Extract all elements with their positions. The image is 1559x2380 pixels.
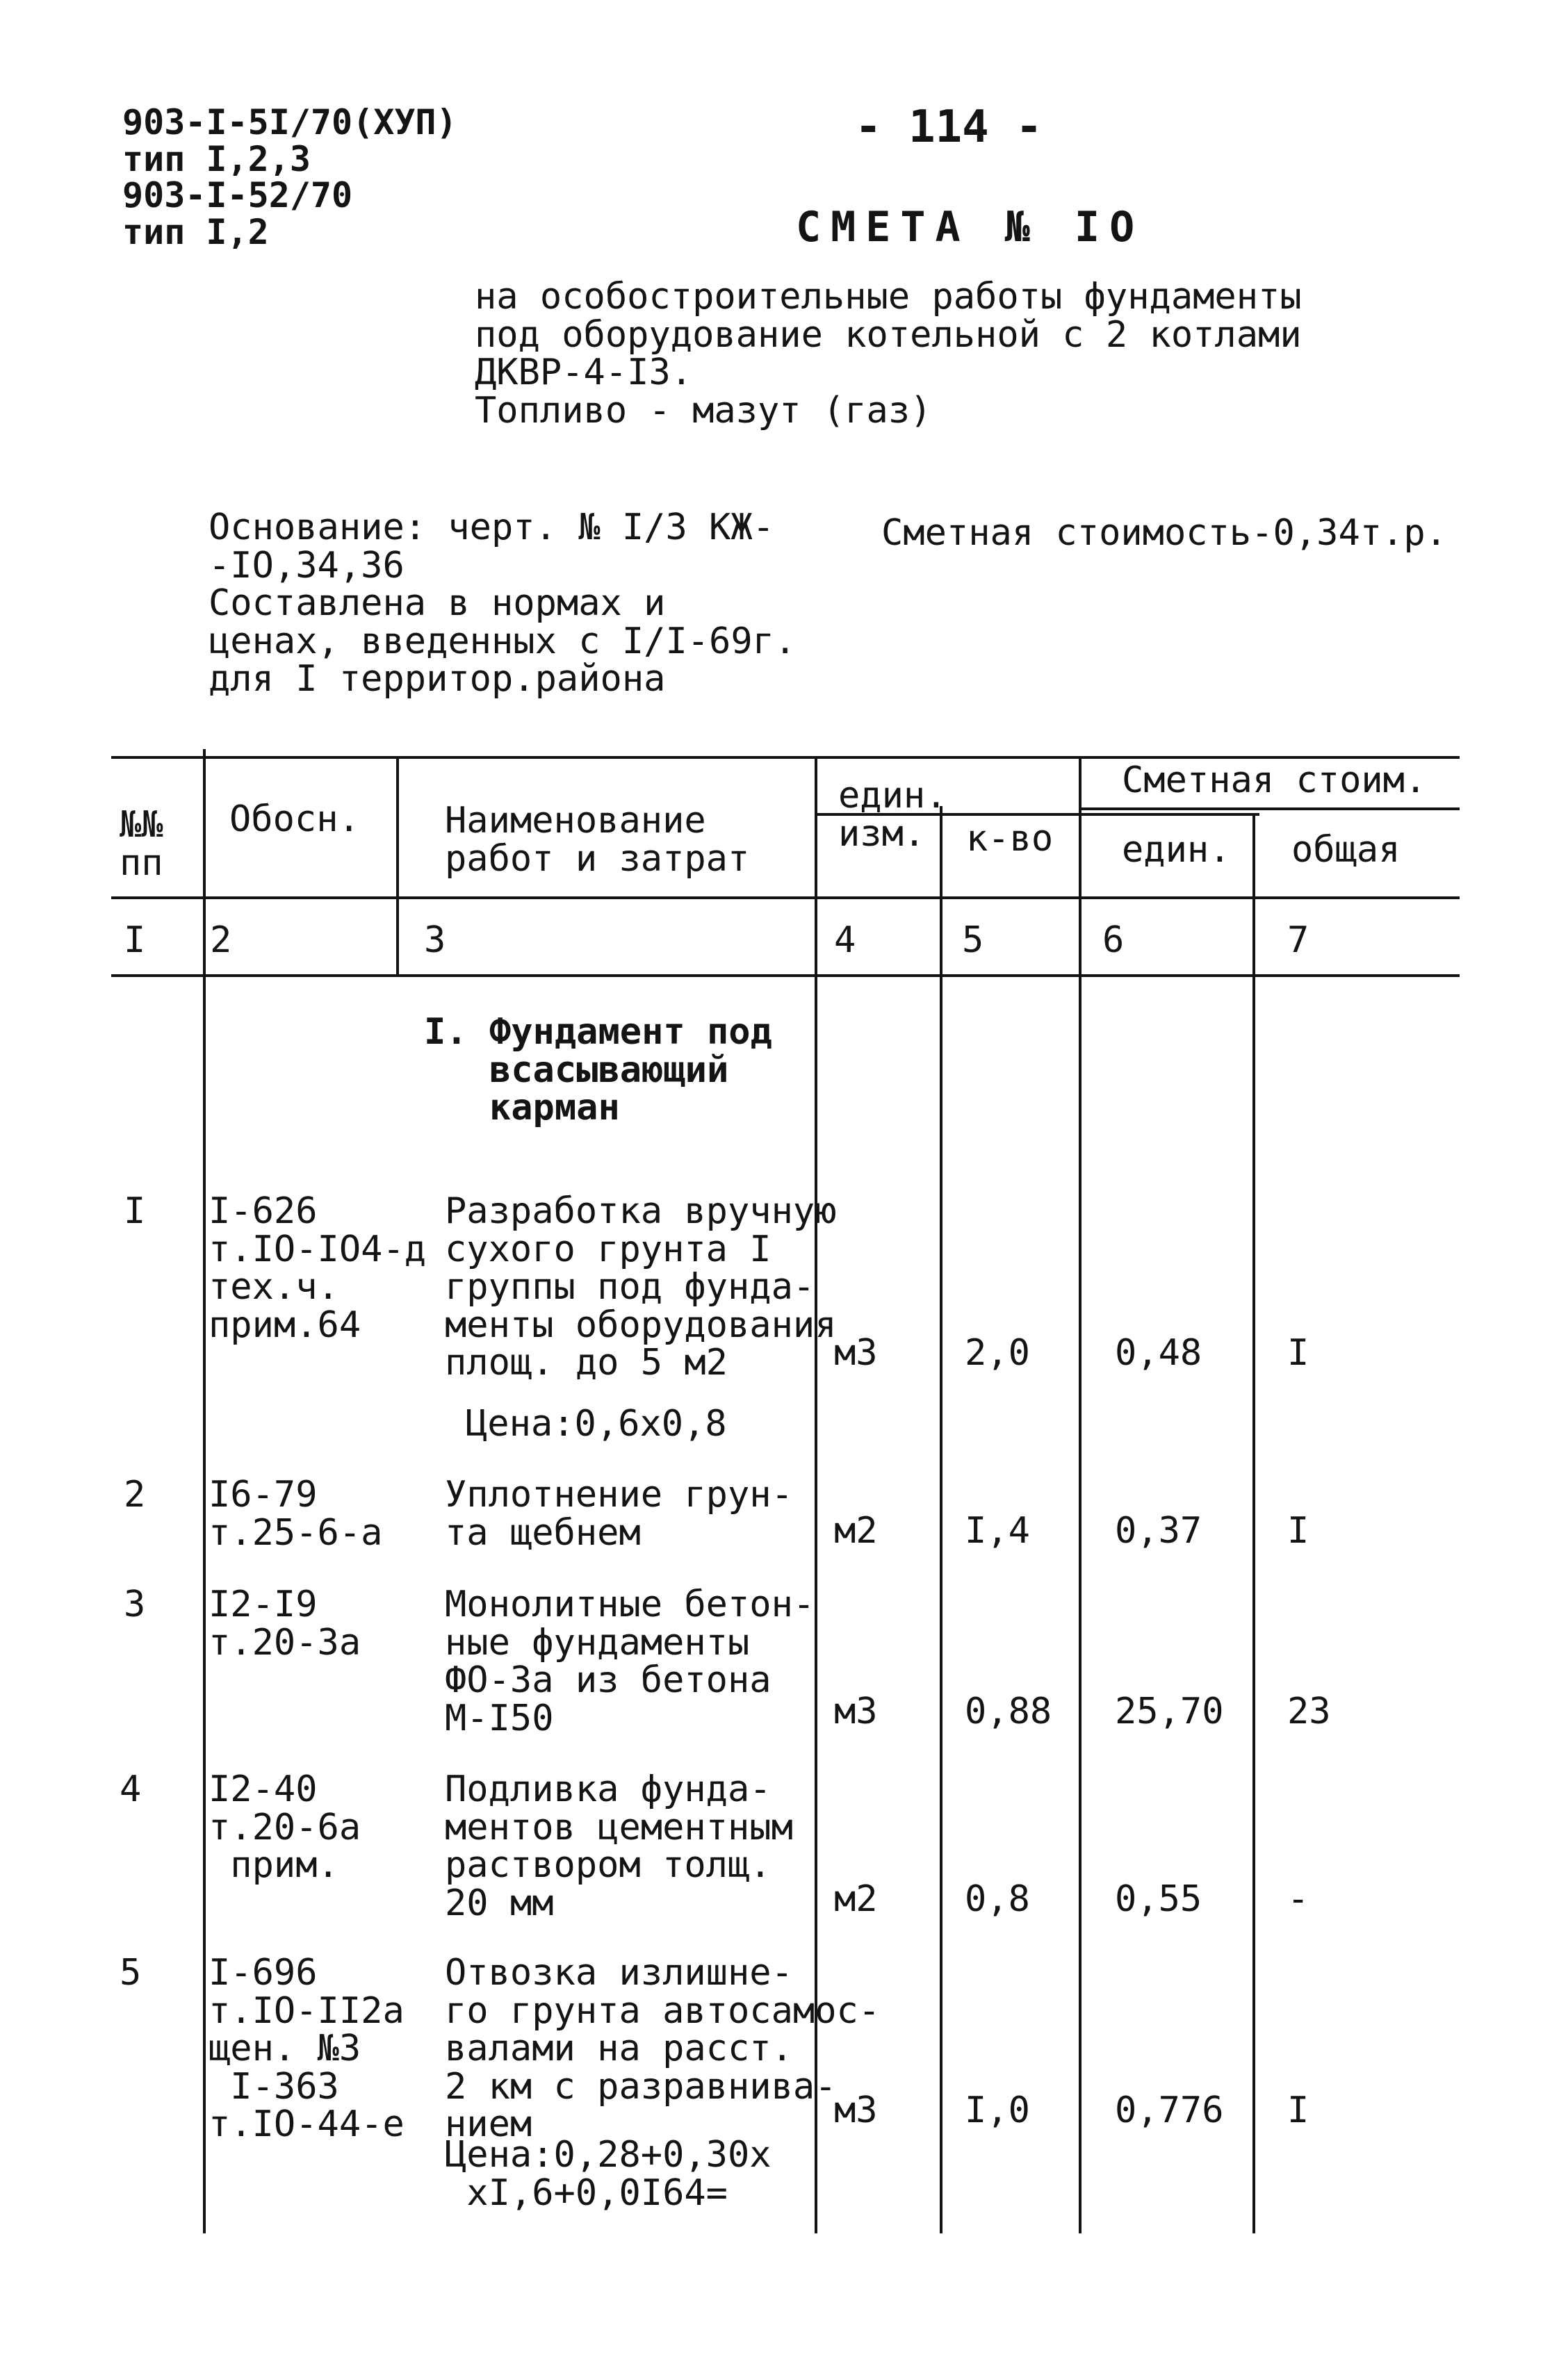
row-3-cost-total: 23 xyxy=(1287,1691,1331,1732)
row-3-name: Монолитные бетон- ные фундаменты ФО-3а из бетона М-I50 xyxy=(445,1584,815,1739)
row-1-note: Цена:0,6х0,8 xyxy=(466,1403,727,1445)
col-number-5: 5 xyxy=(962,919,984,961)
row-5-num: 5 xyxy=(120,1952,142,1994)
row-3-unit: м3 xyxy=(834,1691,878,1732)
table-cost-subrule xyxy=(1079,807,1460,810)
col-divider-5 xyxy=(1079,756,1081,2233)
row-2-num: 2 xyxy=(124,1474,146,1516)
row-4-name: Подливка фунда- ментов цементным раствором толщ. 20 мм xyxy=(445,1768,793,1924)
table-colnum-rule xyxy=(111,974,1460,977)
col-number-7: 7 xyxy=(1287,919,1309,961)
row-3-qty: 0,88 xyxy=(965,1691,1052,1732)
table-top-rule xyxy=(111,756,1460,759)
col-divider-6 xyxy=(1252,813,1255,2233)
row-2-basis: I6-79 т.25-6-а xyxy=(209,1474,383,1554)
row-5-qty: I,0 xyxy=(965,2090,1030,2131)
header-unit: един. изм. xyxy=(838,775,947,855)
header-name: Наименование работ и затрат xyxy=(445,800,750,880)
row-3-basis: I2-I9 т.20-3а xyxy=(209,1584,361,1664)
row-1-basis: I-626 т.IO-IO4-д тех.ч. прим.64 xyxy=(209,1190,427,1346)
table-header-rule xyxy=(111,896,1460,899)
header-qty: к-во xyxy=(966,818,1054,860)
row-4-num: 4 xyxy=(120,1768,142,1810)
row-1-qty: 2,0 xyxy=(965,1332,1030,1374)
row-4-cost-unit: 0,55 xyxy=(1115,1878,1202,1920)
row-2-qty: I,4 xyxy=(965,1510,1030,1552)
col-number-2: 2 xyxy=(210,919,232,961)
row-4-basis: I2-40 т.20-6а прим. xyxy=(209,1768,361,1887)
row-3-cost-unit: 25,70 xyxy=(1115,1691,1224,1732)
row-2-unit: м2 xyxy=(834,1510,878,1552)
row-2-cost-total: I xyxy=(1287,1510,1309,1552)
col-divider-2 xyxy=(396,756,399,974)
row-5-basis: I-696 т.IO-II2а щен. №3 I-363 т.IO-44-е xyxy=(209,1952,405,2146)
col-divider-1 xyxy=(203,749,206,2233)
row-5-name: Отвозка излишне- го грунта автосамос- валами на расст. 2 км с разравнива- нием xyxy=(445,1952,881,2146)
header-num: №№ пп xyxy=(120,804,163,884)
row-1-unit: м3 xyxy=(834,1332,878,1374)
col-divider-4 xyxy=(940,806,942,2233)
row-5-note: Цена:0,28+0,30х xI,6+0,0I64= xyxy=(445,2134,772,2214)
col-number-1: I xyxy=(124,919,146,961)
estimate-subtitle: на особостроительные работы фундаменты под оборудование котельной с 2 котлами ДКВР-4-I3. Топливо - мазут (газ) xyxy=(475,276,1302,432)
row-2-cost-unit: 0,37 xyxy=(1115,1510,1202,1552)
estimated-cost: Сметная стоимость-0,34т.р. xyxy=(881,512,1447,554)
header-cost-unit: един. xyxy=(1122,829,1231,871)
row-4-cost-total: - xyxy=(1287,1878,1309,1920)
col-number-6: 6 xyxy=(1102,919,1125,961)
document-code: 903-I-5I/70(XУП) тип I,2,3 903-I-52/70 тип I,2 xyxy=(122,102,457,252)
row-1-cost-unit: 0,48 xyxy=(1115,1332,1202,1374)
row-5-cost-total: I xyxy=(1287,2090,1309,2131)
row-5-cost-unit: 0,776 xyxy=(1115,2090,1224,2131)
section-title: I. Фундамент под всасывающий карман xyxy=(424,1011,772,1129)
basis-note: Основание: черт. № I/3 КЖ- -IO,34,36 Составлена в нормах и ценах, введенных с I/I-69г. для I территор.района xyxy=(209,507,797,700)
row-4-unit: м2 xyxy=(834,1878,878,1920)
row-3-num: 3 xyxy=(124,1584,146,1625)
col-number-3: 3 xyxy=(424,919,446,961)
estimate-title: СМЕТА № IO xyxy=(796,203,1145,252)
row-5-unit: м3 xyxy=(834,2090,878,2131)
header-basis: Обосн. xyxy=(229,798,360,840)
row-1-cost-total: I xyxy=(1287,1332,1309,1374)
row-2-name: Уплотнение грун- та щебнем xyxy=(445,1474,793,1554)
header-cost-total: общая xyxy=(1291,829,1401,871)
page-number: - 114 - xyxy=(855,101,1043,153)
row-1-name: Разработка вручную сухого грунта I группы под фунда- менты оборудования площ. до 5 м2 xyxy=(445,1190,837,1384)
row-1-num: I xyxy=(124,1190,146,1232)
header-cost-group: Сметная стоим. xyxy=(1122,760,1427,801)
col-number-4: 4 xyxy=(834,919,856,961)
row-4-qty: 0,8 xyxy=(965,1878,1030,1920)
